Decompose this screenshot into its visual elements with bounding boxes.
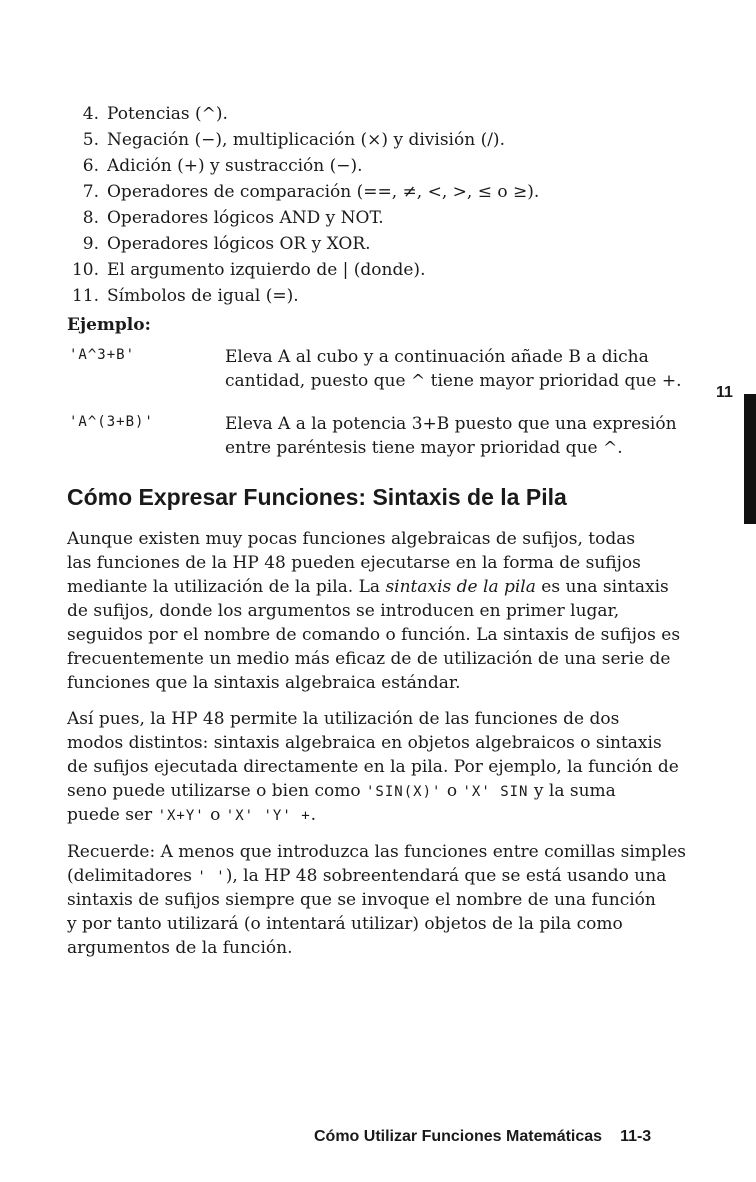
example-code: 'A^(3+B)' <box>69 414 154 430</box>
list-item-text: Adición (+) y sustracción (−). <box>107 156 363 176</box>
paragraph-line: Aunque existen muy pocas funciones algebraicas de sufijos, todas <box>67 529 636 549</box>
chapter-tab-marker <box>744 394 756 524</box>
list-item-text: Operadores lógicos AND y NOT. <box>107 208 384 228</box>
list-item <box>62 206 702 232</box>
paragraph <box>67 840 707 960</box>
paragraph <box>67 707 707 827</box>
paragraph-line: frecuentemente un medio más eficaz de de utilización de una serie de <box>67 649 671 669</box>
list-item-number: 5. <box>82 130 99 150</box>
list-item <box>62 284 702 310</box>
description-line: Eleva A al cubo y a continuación añade B a dicha <box>225 347 649 367</box>
list-item <box>62 180 702 206</box>
paragraph-line: seguidos por el nombre de comando o función. La sintaxis de sufijos es <box>67 625 681 645</box>
example-description <box>225 412 705 460</box>
paragraph-line: modos distintos: sintaxis algebraica en objetos algebraicos o sintaxis <box>67 733 662 753</box>
list-item-text: Símbolos de igual (=). <box>107 286 299 306</box>
inline-code: 'X' 'Y' + <box>225 808 311 824</box>
list-item <box>62 258 702 284</box>
inline-code: 'X' SIN <box>462 784 529 800</box>
list-item-number: 8. <box>82 208 99 228</box>
paragraph-line: y por tanto utilizará (o intentará utilizar) objetos de la pila como <box>67 914 623 934</box>
paragraph-line: mediante la utilización de la pila. La sintaxis de la pila es una sintaxis <box>67 577 669 597</box>
list-item-number: 4. <box>82 104 99 124</box>
list-item <box>62 128 702 154</box>
description-line: cantidad, puesto que ^ tiene mayor prioridad que +. <box>225 371 682 391</box>
paragraph-line: Recuerde: A menos que introduzca las funciones entre comillas simples <box>67 842 686 862</box>
list-item-text: Operadores lógicos OR y XOR. <box>107 234 371 254</box>
description-line: entre paréntesis tiene mayor prioridad que ^. <box>225 438 623 458</box>
paragraph-line: de sufijos, donde los argumentos se introducen en primer lugar, <box>67 601 620 621</box>
list-item-text: Negación (−), multiplicación (×) y división (/). <box>107 130 505 150</box>
paragraph-line: sintaxis de sufijos siempre que se invoque el nombre de una función <box>67 890 656 910</box>
paragraph-line: (delimitadores ' '), la HP 48 sobreentendará que se está usando una <box>67 866 667 886</box>
list-item-text: El argumento izquierdo de | (donde). <box>107 260 426 280</box>
list-item-number: 7. <box>82 182 99 202</box>
list-item-number: 10. <box>71 260 99 280</box>
example-description <box>225 345 705 393</box>
paragraph <box>67 527 707 695</box>
paragraph-line: seno puede utilizarse o bien como 'SIN(X)' o 'X' SIN y la suma <box>67 781 616 801</box>
list-item <box>62 102 702 128</box>
chapter-tab-number: 11 <box>716 384 733 401</box>
inline-code: ' ' <box>197 869 226 885</box>
footer-chapter-title: Cómo Utilizar Funciones Matemáticas <box>314 1128 603 1145</box>
paragraph-line: las funciones de la HP 48 pueden ejecutarse en la forma de sufijos <box>67 553 641 573</box>
section-title: Cómo Expresar Funciones: Sintaxis de la Pila <box>67 484 567 510</box>
precedence-list <box>62 102 702 310</box>
list-item-number: 9. <box>82 234 99 254</box>
page-footer <box>314 1128 651 1146</box>
example-heading: Ejemplo: <box>67 315 151 335</box>
example-code: 'A^3+B' <box>69 347 136 363</box>
inline-code: 'X+Y' <box>157 808 205 824</box>
inline-code: 'SIN(X)' <box>366 784 442 800</box>
list-item <box>62 154 702 180</box>
list-item <box>62 232 702 258</box>
emphasis-term: sintaxis de la pila <box>385 577 536 597</box>
page-number: 11-3 <box>620 1128 652 1145</box>
paragraph-line: de sufijos ejecutada directamente en la pila. Por ejemplo, la función de <box>67 757 679 777</box>
list-item-number: 6. <box>82 156 99 176</box>
list-item-number: 11. <box>71 286 99 306</box>
list-item-text: Operadores de comparación (==, ≠, <, >, ≤ o ≥). <box>107 182 540 202</box>
paragraph-line: argumentos de la función. <box>67 938 293 958</box>
description-line: Eleva A a la potencia 3+B puesto que una expresión <box>225 414 677 434</box>
paragraph-line: puede ser 'X+Y' o 'X' 'Y' +. <box>67 805 317 825</box>
list-item-text: Potencias (^). <box>107 104 228 124</box>
paragraph-line: funciones que la sintaxis algebraica estándar. <box>67 673 461 693</box>
paragraph-line: Así pues, la HP 48 permite la utilización de las funciones de dos <box>67 709 620 729</box>
